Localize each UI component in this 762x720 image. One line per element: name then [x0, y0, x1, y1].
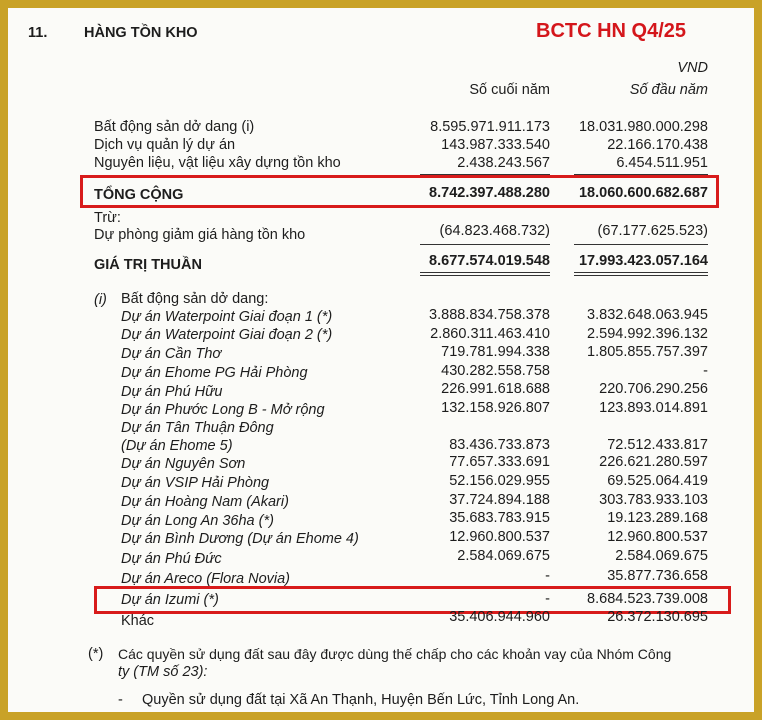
- net-begin-value: 17.993.423.057.164: [578, 253, 708, 269]
- wip-marker: (i): [94, 292, 107, 308]
- project-label: Dự án Bình Dương (Dự án Ehome 4): [121, 531, 359, 547]
- provision-label: Dự phòng giảm giá hàng tồn kho: [94, 227, 306, 243]
- project-end-value: 226.991.618.688: [441, 381, 550, 397]
- project-label: Dự án Nguyên Sơn: [121, 456, 246, 472]
- total-begin-value: 18.060.600.682.687: [578, 185, 708, 201]
- net-rule: [574, 244, 708, 245]
- project-end-value: 35.683.783.915: [449, 510, 550, 526]
- project-begin-value: 3.832.648.063.945: [587, 307, 708, 323]
- footnote-text-continued: ty (TM số 23):: [118, 664, 208, 680]
- project-begin-value: 12.960.800.537: [607, 529, 708, 545]
- project-begin-value: 220.706.290.256: [599, 381, 708, 397]
- project-end-value: 12.960.800.537: [449, 529, 550, 545]
- project-end-value: 132.158.926.807: [441, 400, 550, 416]
- project-begin-value: 69.525.064.419: [607, 473, 708, 489]
- project-label: Dự án Tân Thuận Đông: [121, 420, 274, 436]
- section-title: HÀNG TỒN KHO: [84, 25, 198, 41]
- footnote-marker: (*): [88, 646, 104, 662]
- project-label: Dự án Phú Hữu: [121, 384, 223, 400]
- project-begin-value: 35.877.736.658: [607, 568, 708, 584]
- footnote-text: Các quyền sử dụng đất sau đây được dùng thế chấp cho các khoản vay của Nhóm Công: [118, 646, 672, 662]
- other-end-value: 35.406.944.960: [449, 609, 550, 625]
- section-number: 11.: [28, 25, 48, 41]
- project-label: Dự án Waterpoint Giai đoạn 2 (*): [121, 327, 333, 343]
- project-begin-value: 8.684.523.739.008: [587, 591, 708, 607]
- row-label: Nguyên liệu, vật liệu xây dựng tồn kho: [94, 155, 341, 171]
- row-begin-value: 6.454.511.951: [616, 155, 708, 171]
- project-begin-value: 1.805.855.757.397: [587, 344, 708, 360]
- project-label: Dự án Cần Thơ: [121, 346, 222, 362]
- wip-heading: Bất động sản dở dang:: [121, 291, 269, 307]
- project-end-value: 37.724.894.188: [449, 492, 550, 508]
- project-begin-value: 19.123.289.168: [607, 510, 708, 526]
- total-highlight-box: [80, 175, 719, 208]
- project-end-value: -: [545, 568, 550, 584]
- project-end-value: 430.282.558.758: [441, 363, 550, 379]
- project-label: Dự án Hoàng Nam (Akari): [121, 494, 289, 510]
- project-end-value: 83.436.733.873: [449, 437, 550, 453]
- row-end-value: 143.987.333.540: [441, 137, 550, 153]
- project-end-value: 3.888.834.758.378: [429, 307, 550, 323]
- footnote-bullet-text: Quyền sử dụng đất tại Xã An Thạnh, Huyện Bến Lức, Tỉnh Long An.: [142, 692, 580, 708]
- report-tag: BCTC HN Q4/25: [536, 20, 687, 42]
- project-begin-value: -: [703, 363, 708, 379]
- project-label: Dự án Waterpoint Giai đoạn 1 (*): [121, 309, 333, 325]
- provision-end-value: (64.823.468.732): [439, 223, 550, 239]
- project-label: Dự án Izumi (*): [121, 592, 219, 608]
- footnote-bullet-marker: -: [118, 692, 123, 708]
- row-label: Dịch vụ quản lý dự án: [94, 137, 236, 153]
- project-end-value: 52.156.029.955: [449, 473, 550, 489]
- project-end-value: 719.781.994.338: [441, 344, 550, 360]
- row-end-value: 8.595.971.911.173: [430, 119, 550, 135]
- currency-label: VND: [677, 60, 708, 76]
- project-begin-value: 303.783.933.103: [599, 492, 708, 508]
- total-label: TỔNG CỘNG: [94, 187, 184, 203]
- column-header-begin: Số đầu năm: [629, 82, 708, 98]
- project-begin-value: 72.512.433.817: [607, 437, 708, 453]
- project-label-continued: (Dự án Ehome 5): [121, 438, 233, 454]
- project-end-value: -: [545, 591, 550, 607]
- row-begin-value: 22.166.170.438: [607, 137, 708, 153]
- column-header-end: Số cuối năm: [469, 82, 550, 98]
- project-label: Dự án Long An 36ha (*): [121, 513, 274, 529]
- net-end-value: 8.677.574.019.548: [429, 253, 550, 269]
- row-end-value: 2.438.243.567: [457, 155, 550, 171]
- project-begin-value: 226.621.280.597: [599, 454, 708, 470]
- net-double-rule: [574, 272, 708, 276]
- project-label: Dự án Phú Đức: [121, 551, 222, 567]
- provision-begin-value: (67.177.625.523): [597, 223, 708, 239]
- row-label: Bất động sản dở dang (i): [94, 119, 255, 135]
- project-begin-value: 123.893.014.891: [599, 400, 708, 416]
- net-rule: [420, 244, 550, 245]
- project-begin-value: 2.594.992.396.132: [587, 326, 708, 342]
- project-end-value: 2.584.069.675: [457, 548, 550, 564]
- project-label: Dự án VSIP Hải Phòng: [121, 475, 270, 491]
- project-label: Dự án Phước Long B - Mở rộng: [121, 402, 325, 418]
- net-double-rule: [420, 272, 550, 276]
- less-label: Trừ:: [94, 210, 121, 226]
- project-end-value: 77.657.333.691: [449, 454, 550, 470]
- project-label: Dự án Ehome PG Hải Phòng: [121, 365, 308, 381]
- total-end-value: 8.742.397.488.280: [429, 185, 550, 201]
- net-label: GIÁ TRỊ THUẦN: [94, 257, 202, 273]
- other-begin-value: 26.372.130.695: [607, 609, 708, 625]
- project-label: Dự án Areco (Flora Novia): [121, 571, 291, 587]
- row-begin-value: 18.031.980.000.298: [578, 119, 708, 135]
- project-begin-value: 2.584.069.675: [615, 548, 708, 564]
- project-end-value: 2.860.311.463.410: [430, 326, 550, 342]
- other-label: Khác: [121, 613, 155, 629]
